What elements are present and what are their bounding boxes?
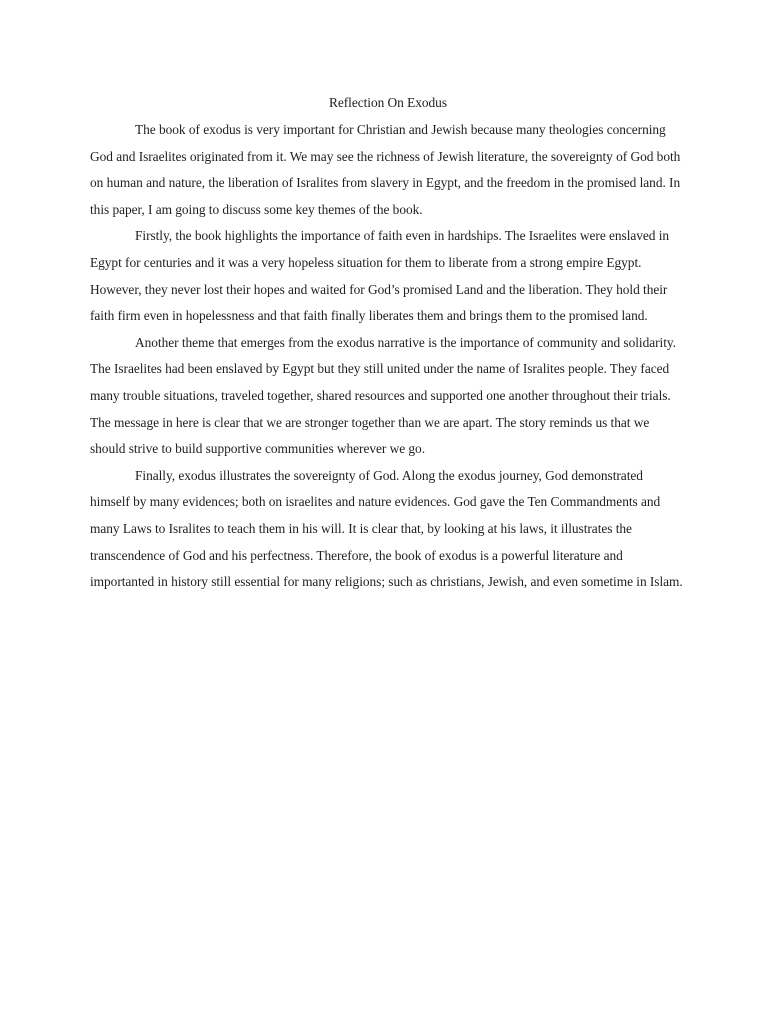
document-body — [90, 93, 686, 596]
paragraph-introduction: The book of exodus is very important for Christian and Jewish because many theologies concerning God and Israelites originated from it. We may see the richness of Jewish literature, the sovereignty of God both on human and nature, the liberation of Isralites from slavery in Egypt, and the freedom in the promised land. In this paper, I am going to discuss some key themes of the book. — [90, 122, 681, 217]
paragraph-faith: Firstly, the book highlights the importance of faith even in hardships. The Israelites were enslaved in Egypt for centuries and it was a very hopeless situation for them to liberate from a strong empire Egypt. However, they never lost their hopes and waited for God’s promised Land and the liberation. They hold their faith firm even in hopelessness and that faith finally liberates them and brings them to the promised land. — [90, 228, 670, 324]
document-title: Reflection On Exodus — [328, 95, 447, 110]
paragraph-sovereignty: Finally, exodus illustrates the sovereignty of God. Along the exodus journey, God demonstrated himself by many evidences; both on israelites and nature evidences. God gave the Ten Commandments and many Laws to Isralites to teach them in his will. It is clear that, by looking at his laws, it illustrates the transcendence of God and his perfectness. Therefore, the book of exodus is a powerful literature and importanted in history still essential for many religions; such as christians, Jewish, and even sometime in Islam. — [90, 467, 683, 590]
paragraph-community: Another theme that emerges from the exodus narrative is the importance of community and solidarity. The Israelites had been enslaved by Egypt but they still united under the name of Isralites people. They faced many trouble situations, traveled together, shared resources and supported one another throughout their trials. The message in here is clear that we are stronger together than we are apart. The story reminds us that we should strive to build supportive communities wherever we go. — [90, 334, 676, 457]
